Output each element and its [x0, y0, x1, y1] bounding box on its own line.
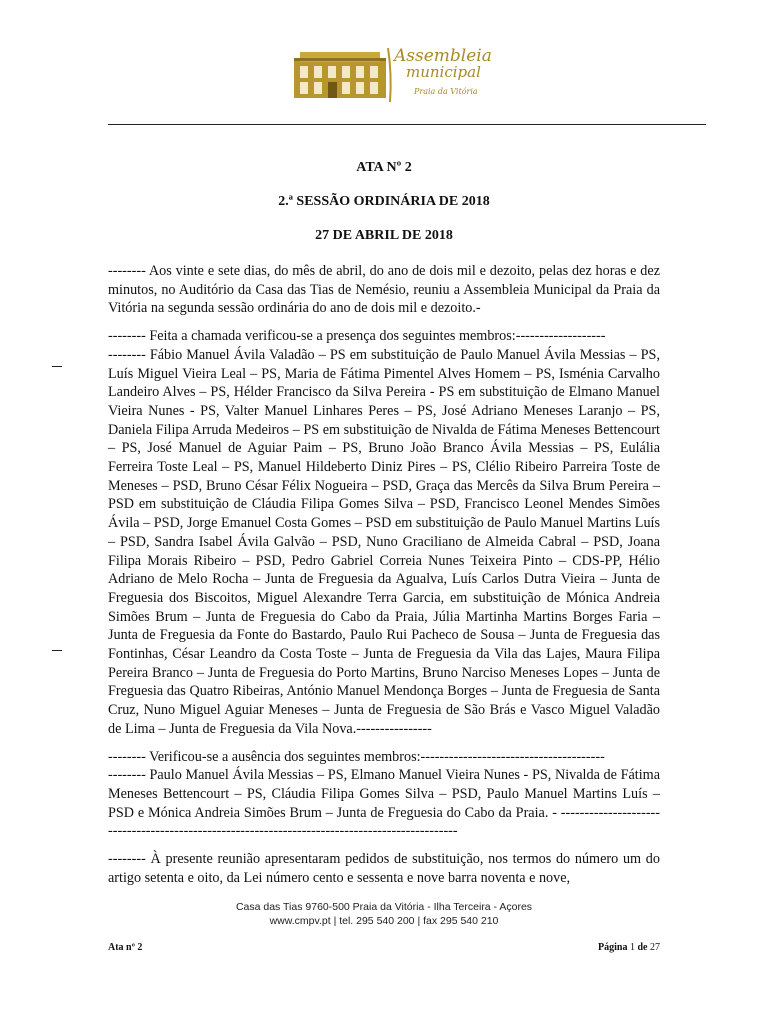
page-current: 1: [630, 942, 635, 953]
footer-contacts: www.cmpv.pt | tel. 295 540 200 | fax 295 540 210: [269, 915, 499, 927]
page-of: de: [637, 942, 648, 953]
page-indicator: [540, 942, 660, 953]
margin-mark: [52, 650, 62, 651]
margin-mark: [52, 366, 62, 367]
footer-ata-label: Ata nº 2: [108, 942, 143, 953]
logo-line-municipal: municipal: [406, 63, 481, 81]
paragraph-substitutions: -------- À presente reunião apresentaram pedidos de substituição, nos termos do número um do artigo setenta e oito, da Lei número cento e sessenta e nove barra noventa e nove,: [108, 851, 660, 886]
date-title: 27 DE ABRIL DE 2018: [315, 228, 453, 243]
session-title: 2.ª SESSÃO ORDINÁRIA DE 2018: [278, 194, 490, 209]
logo-text: [394, 48, 494, 98]
paragraph-opening: -------- Aos vinte e sete dias, do mês de abril, do ano de dois mil e dezoito, pelas dez horas e dez minutos, no Auditório da Casa das Tias de Nemésio, reuniu a Assembleia Municipal da Praia da Vitória na segunda sessão ordinária do ano de dois mil e dezoito.-: [108, 263, 660, 317]
paragraph-present-members: -------- Fábio Manuel Ávila Valadão – PS em substituição de Paulo Manuel Ávila Messias – PS, Luís Miguel Vieira Leal – PS, Maria de Fátima Pimentel Alves Homem – PS, Isménia Carvalho Landeiro Alves – PS, Hélder Francisco da Silva Pereira - PS em substituição de Elmano Manuel Vieira Nunes - PS, Valter Manuel Linhares Peres – PS, José Adriano Meneses Laranjo – PS, Daniela Filipa Arruda Medeiros – PS em substituição de Nivalda de Fátima Meneses Bettencourt – PS, José Manuel de Aguiar Paim – PS, Bruno João Branco Ávila Messias – PS, Eulália Ferreira Toste Leal – PS, Manuel Hildeberto Diniz Pires – PS, Clélio Ribeiro Parreira Toste de Meneses – PSD, Bruno César Félix Nogueira – PSD, Graça das Mercês da Silva Brum Pereira – PSD em substituição de Cláudia Filipa Gomes Silva – PSD, Francisco Leonel Mendes Simões Ávila – PSD, Jorge Emanuel Costa Gomes – PSD em substituição de Paulo Manuel Martins Luís – PSD, Sandra Isabel Ávila Galvão – PSD, Nuno Graciliano de Almeida Cabral – PSD, Joana Filipa Morais Ribeiro – PSD, Pedro Gabriel Correia Nunes Teixeira Pinto – CDS-PP, Hélio Adriano de Melo Rocha – Junta de Freguesia da Agualva, Luís Carlos Dutra Vieira – Junta de Freguesia dos Biscoitos, Miguel Alexandre Terra Garcia, em substituição de Mónica Andreia Simões Brum – Junta de Freguesia do Cabo da Praia, Júlia Martinha Martins Borges Faria – Junta de Freguesia da Fonte do Bastardo, Paulo Rui Pacheco de Sousa – Junta de Freguesia das Fontinhas, César Leandro da Costa Toste – Junta de Freguesia da Vila das Lajes, Maura Filipa Pereira Branco – Junta de Freguesia do Porto Martins, Bruno Narciso Meneses Lopes – Junta de Freguesia das Quatro Ribeiras, António Manuel Mendonça Borges – Junta de Freguesia de Santa Cruz, Nuno Miguel Aguiar Meneses – Junta de Freguesia de São Brás e Vasco Miguel Valadão de Lima – Junta de Freguesia da Vila Nova.----------------: [108, 346, 660, 737]
page-total: 27: [650, 942, 660, 953]
logo-line-assembleia: Assembleia: [394, 46, 492, 66]
header-rule: [108, 124, 706, 125]
paragraph-absence-intro: -------- Verificou-se a ausência dos seguintes membros:---------------------------------------: [108, 748, 605, 765]
minutes-body: [108, 262, 660, 897]
logo-line-praia: Praia da Vitória: [414, 87, 478, 96]
footer-address: Casa das Tias 9760-500 Praia da Vitória - Ilha Terceira - Açores: [235, 901, 533, 913]
page-word: Página: [598, 942, 628, 953]
paragraph-roll-call: -------- Feita a chamada verificou-se a presença dos seguintes membros:-------------------: [108, 328, 606, 345]
paragraph-absent-members: -------- Paulo Manuel Ávila Messias – PS, Elmano Manuel Vieira Nunes - PS, Nivalda de Fátima Meneses Bettencourt – PS, Cláudia Filipa Gomes Silva – PSD, Paulo Manuel Martins Luís – PSD e Mónica Andreia Simões Brum – Junta de Freguesia do Cabo da Praia. - -----------------------------------------------------------------------------------------------: [108, 767, 660, 840]
ata-number-title: ATA Nº 2: [356, 160, 412, 175]
